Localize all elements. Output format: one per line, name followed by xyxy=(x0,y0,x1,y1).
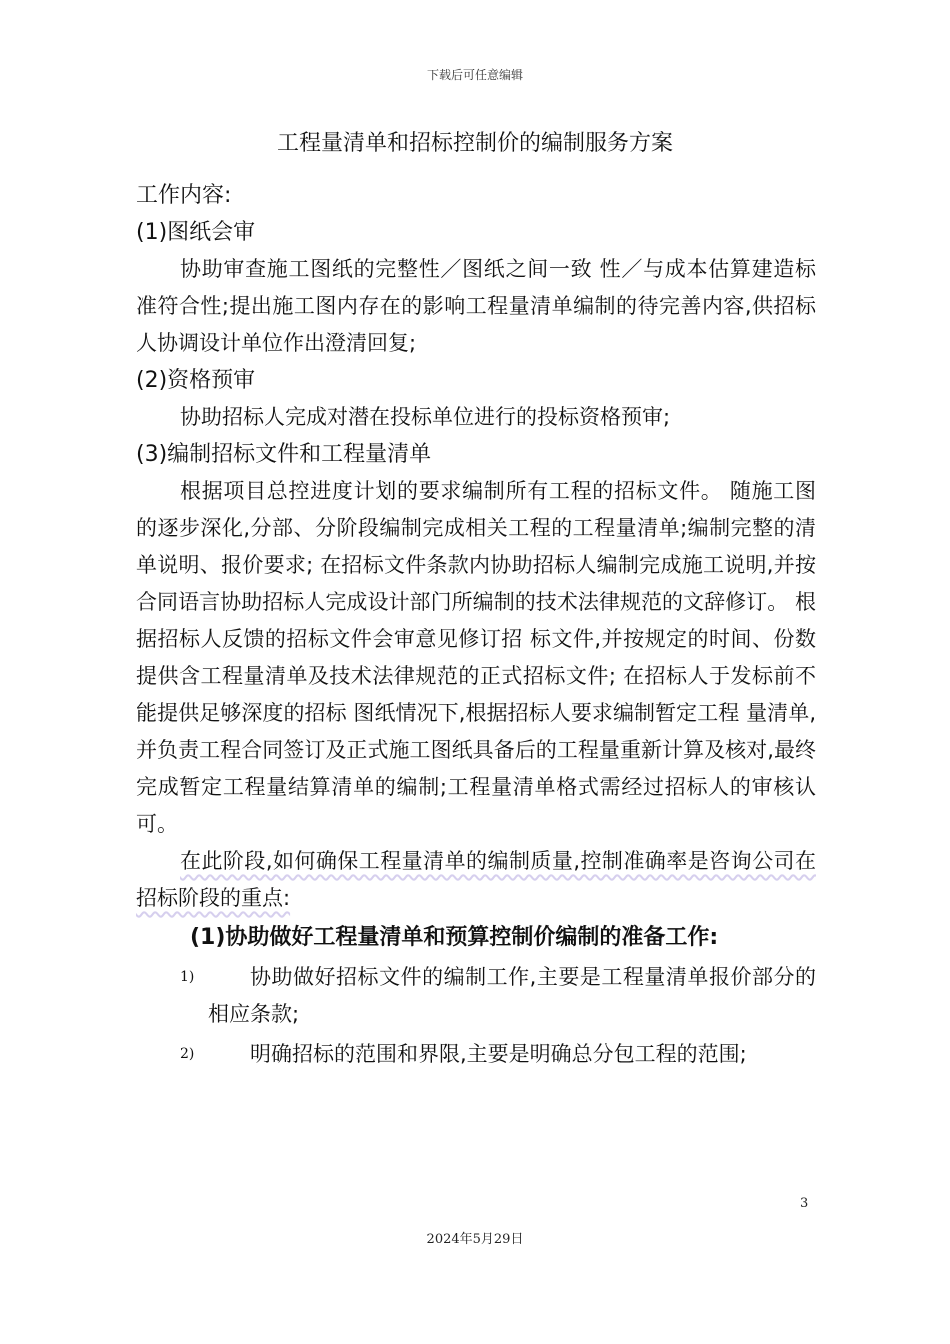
section-heading-tender-documents: (3)编制招标文件和工程量清单 xyxy=(136,442,432,467)
section-body-tender-documents: 根据项目总控进度计划的要求编制所有工程的招标文件。 随施工图的逐步深化,分部、分阶段编制完成相关工程的工程量清单;编制完整的清单说明、报价要求; 在招标文件条款内协助招标人编制完成施工说明,并按合同语言协助招标人完成设计部门所编制的技术法律规范的文辞修订。 根据招标人反馈的招标文件会审意见修订招 标文件,并按规定的时间、份数提供含工程量清单及技术法律规范的正式招标文件; 在招标人于发标前不能提供足够深度的招标 图纸情况下,根据招标人要求编制暂定工程 量清单,并负责工程合同签订及正式施工图纸具备后的工程量重新计算及核对,最终完成暂定工程量结算清单的编制;工程量清单格式需经过招标人的审核认可。 xyxy=(136,479,816,836)
list-item-number: 1) xyxy=(180,969,195,985)
page-number: 3 xyxy=(800,1196,809,1211)
header-note: 下载后可任意编辑 xyxy=(426,68,523,82)
list-item xyxy=(136,959,816,1033)
section-body-prequalification: 协助招标人完成对潜在投标单位进行的投标资格预审; xyxy=(180,405,671,429)
section-body-drawing-review: 协助审查施工图纸的完整性／图纸之间一致 性／与成本估算建造标准符合性;提出施工图内存在的影响工程量清单编制的待完善内容,供招标人协调设计单位作出澄清回复; xyxy=(136,257,816,355)
emphasis-paragraph: 在此阶段,如何确保工程量清单的编制质量,控制准确率是咨询公司在招标阶段的重点: xyxy=(136,849,816,910)
section-heading-prequalification: (2)资格预审 xyxy=(136,368,256,393)
list-item-text: 明确招标的范围和界限,主要是明确总分包工程的范围; xyxy=(250,1042,747,1066)
sub-heading-preparation: (1)协助做好工程量清单和预算控制价编制的准备工作: xyxy=(190,925,719,950)
list-item-text: 协助做好招标文件的编制工作,主要是工程量清单报价部分的相应条款; xyxy=(208,965,816,1026)
list-item-number: 2) xyxy=(180,1046,195,1062)
list-item xyxy=(136,1036,816,1073)
section-heading-drawing-review: (1)图纸会审 xyxy=(136,220,256,245)
document-title: 工程量清单和招标控制价的编制服务方案 xyxy=(276,131,673,156)
footer-date: 2024年5月29日 xyxy=(426,1232,524,1247)
work-content-heading: 工作内容: xyxy=(136,183,232,208)
document-body xyxy=(136,177,816,1073)
